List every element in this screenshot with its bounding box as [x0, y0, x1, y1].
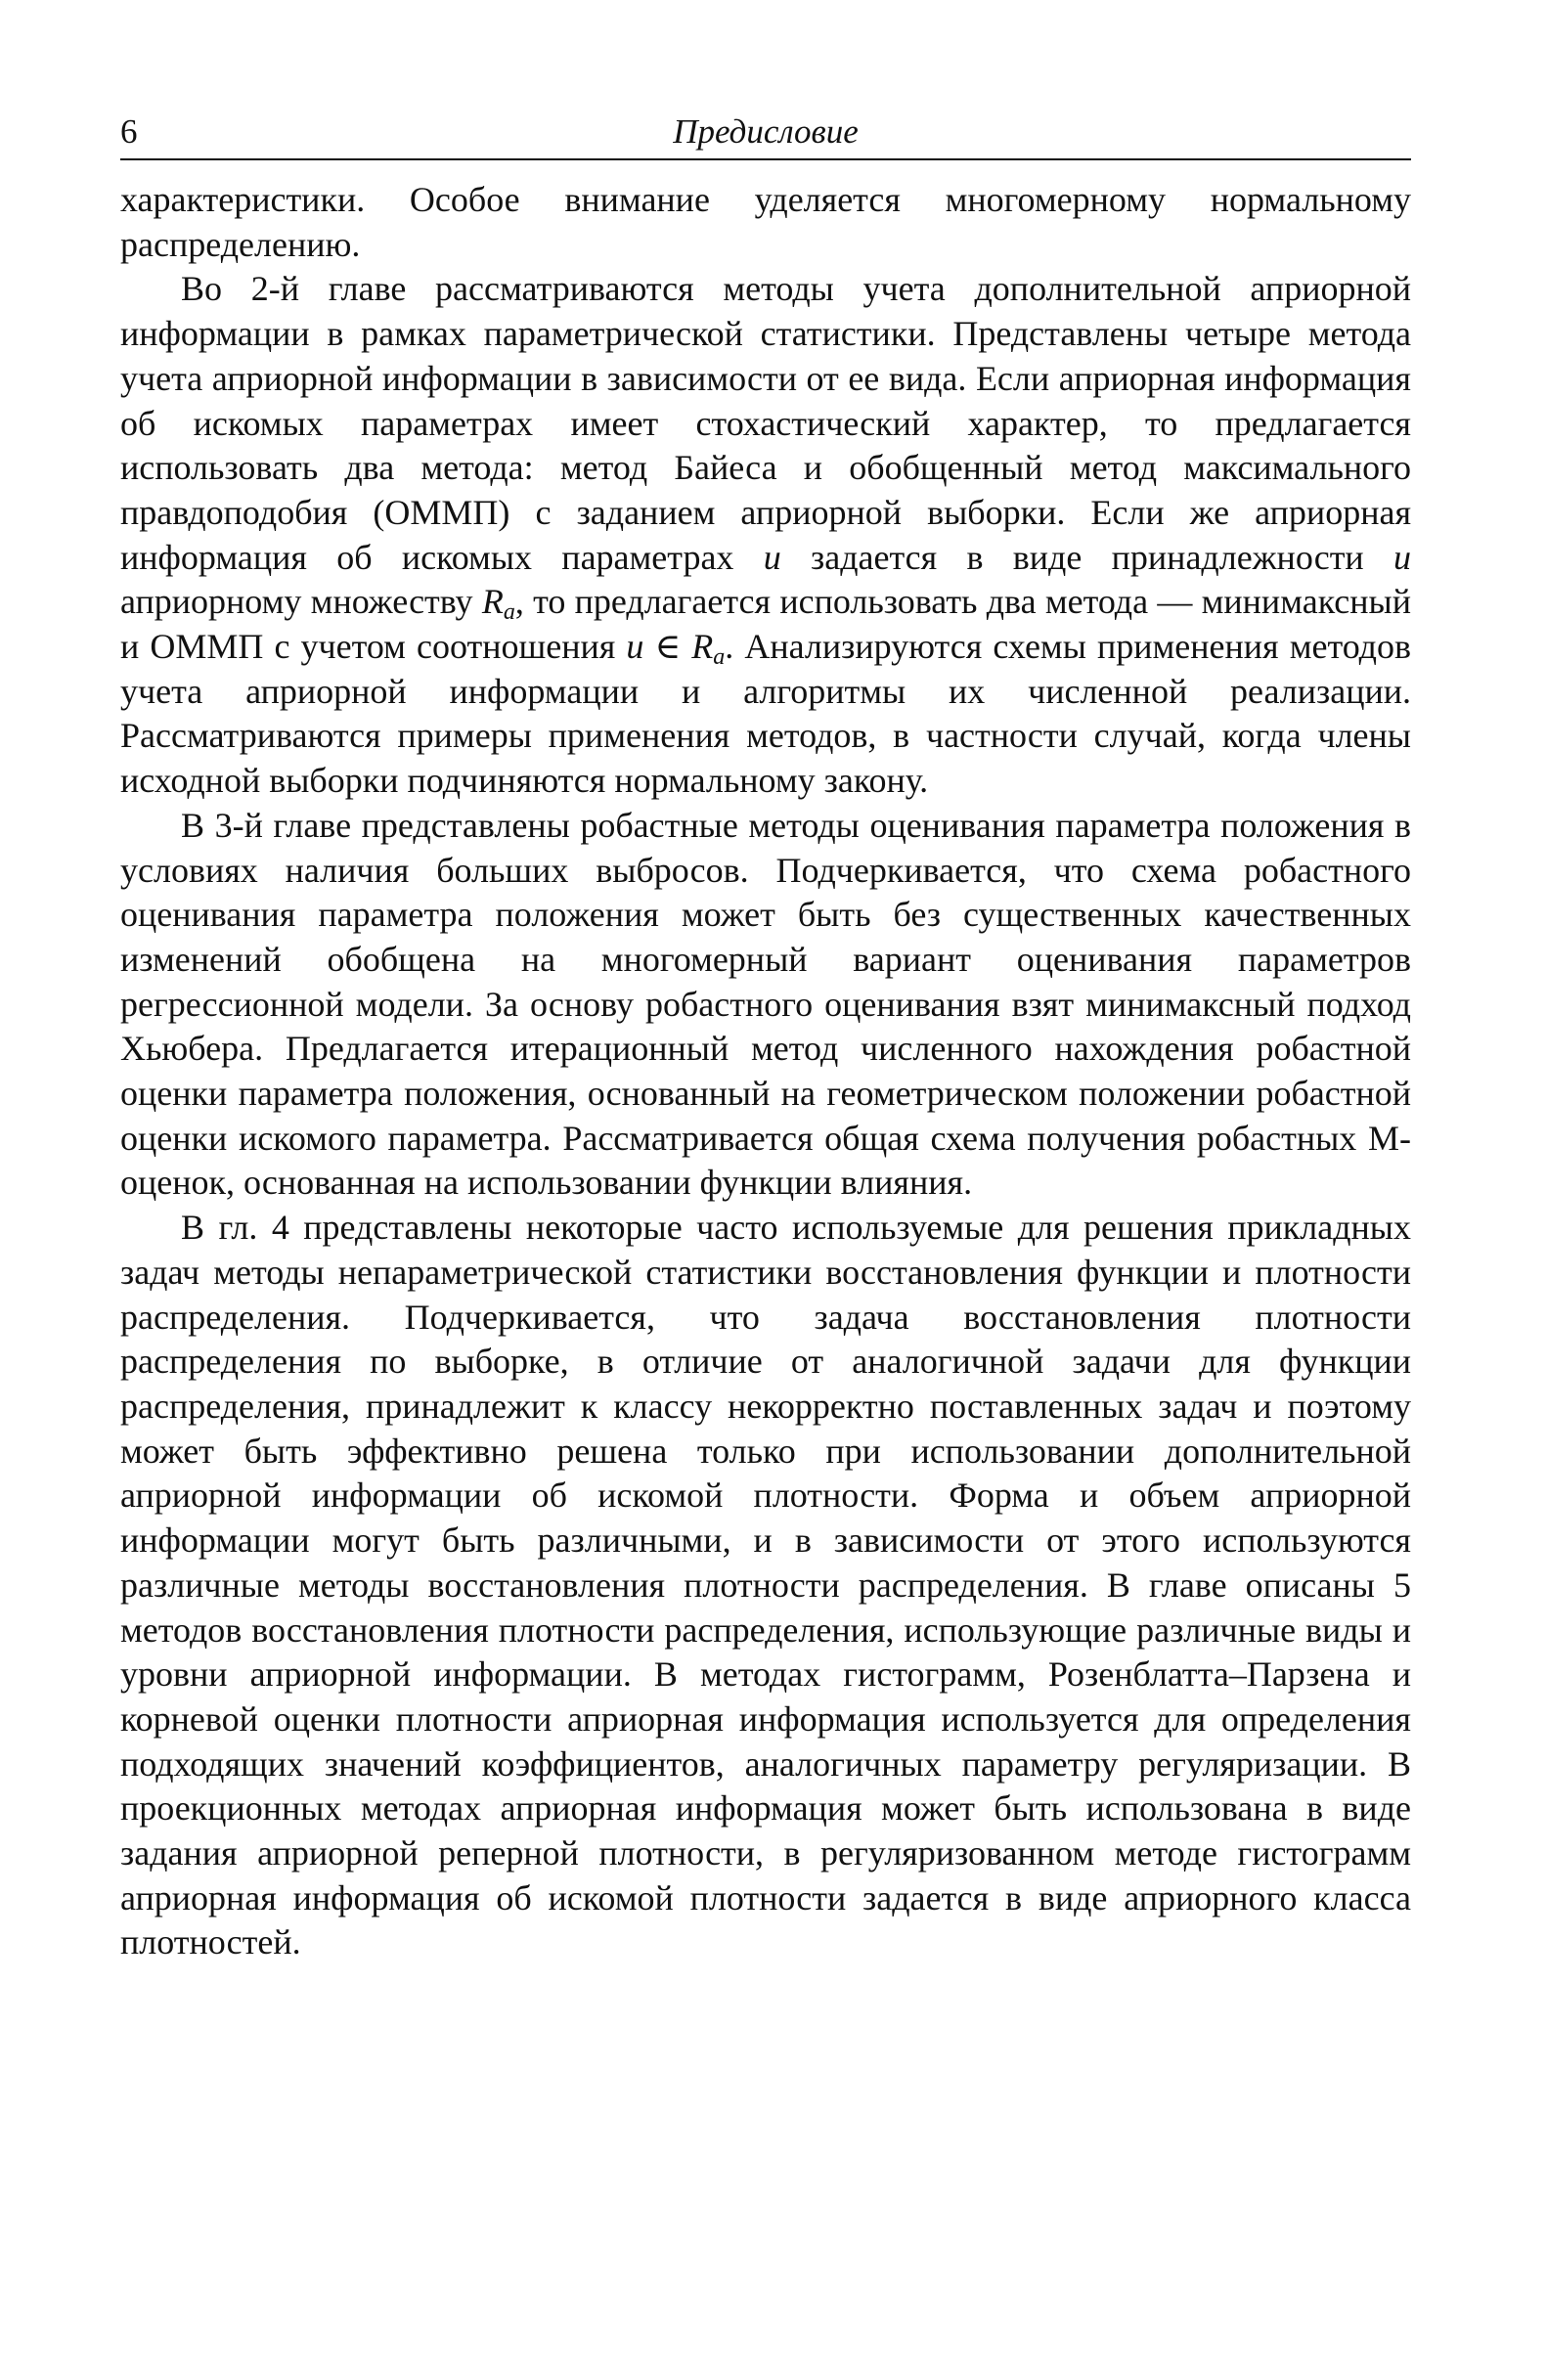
book-page — [120, 110, 1411, 1965]
paragraph-continuation: характеристики. Особое внимание уделяется многомерному нормальному распределению. — [120, 180, 1411, 264]
math-set-r-a — [481, 582, 515, 626]
paragraph-chapter-3: В 3-й главе представлены робастные методы оценивания параметра положения в условиях наличия больших выбросов. Подчеркивается, что схема робастного оценивания параметра положения может быть без существенных качественных изменений обобщена на многомерный вариант оценивания параметров регрессионной модели. За основу робастного оценивания взят минимаксный подход Хьюбера. Предлагается итерационный метод численного нахождения робастной оценки параметра положения, основанный на геометрическом положении робастной оценки искомого параметра. Рассматривается общая схема получения робастных М-оценок, основанная на использовании функции влияния. — [120, 805, 1411, 1203]
paragraph-text: Во 2-й главе рассматриваются методы учета дополнительной априорной информации в рамках параметрической статистики. Представлены четыре метода учета априорной информации в зависимости от ее вида. Если априорная информация об искомых параметрах имеет стохастический характер, то предлагается использовать два метода: метод Байеса и обобщенный метод максимального правдоподобия (ОММП) с заданием априорной выборки. Если же априорная информация об искомых параметрах — [120, 269, 1411, 577]
paragraph-text: , то предлагается использовать два метода — минимаксный и ОММП с учетом соотношения — [120, 582, 1411, 667]
math-variable-u: u — [763, 537, 781, 577]
paragraph-text: задается в виде принадлежности — [780, 537, 1393, 577]
section-title: Предисловие — [673, 112, 859, 151]
math-variable-u: u — [1393, 537, 1411, 577]
paragraph-text: априорному множеству — [120, 582, 482, 622]
paragraph-text: . Анализируются схемы применения методов учета априорной информации и алгоритмы их численной реализации. Рассматриваются примеры применения методов, в частности случай, когда члены исходной выборки подчиняются нормальному закону. — [120, 627, 1411, 801]
math-base: u ∈ R — [626, 627, 714, 667]
math-base: R — [481, 582, 504, 622]
math-relation-u-in-r-a — [626, 627, 726, 671]
page-number: 6 — [120, 112, 138, 151]
math-subscript: a — [503, 599, 515, 626]
paragraph-chapter-2 — [120, 267, 1411, 803]
body-text — [120, 178, 1411, 1965]
math-subscript: a — [713, 644, 726, 671]
paragraph-chapter-4: В гл. 4 представлены некоторые часто используемые для решения прикладных задач методы непараметрической статистики восстановления функции и плотности распределения. Подчеркивается, что задача восстановления плотности распределения по выборке, в отличие от аналогичной задачи для функции распределения, принадлежит к классу некорректно поставленных задач и поэтому может быть эффективно решена только при использовании дополнительной априорной информации об искомой плотности. Форма и объем априорной информации могут быть различными, и в зависимости от этого используются различные методы восстановления плотности распределения. В главе описаны 5 методов восстановления плотности распределения, использующие различные виды и уровни априорной информации. В методах гистограмм, Розенблатта–Парзена и корневой оценки плотности априорная информация используется для определения подходящих значений коэффициентов, аналогичных параметру регуляризации. В проекционных методах априорная информация может быть использована в виде задания априорной реперной плотности, в регуляризованном методе гистограмм априорная информация об искомой плотности задается в виде априорного класса плотностей. — [120, 1208, 1411, 1962]
running-header — [120, 110, 1411, 160]
